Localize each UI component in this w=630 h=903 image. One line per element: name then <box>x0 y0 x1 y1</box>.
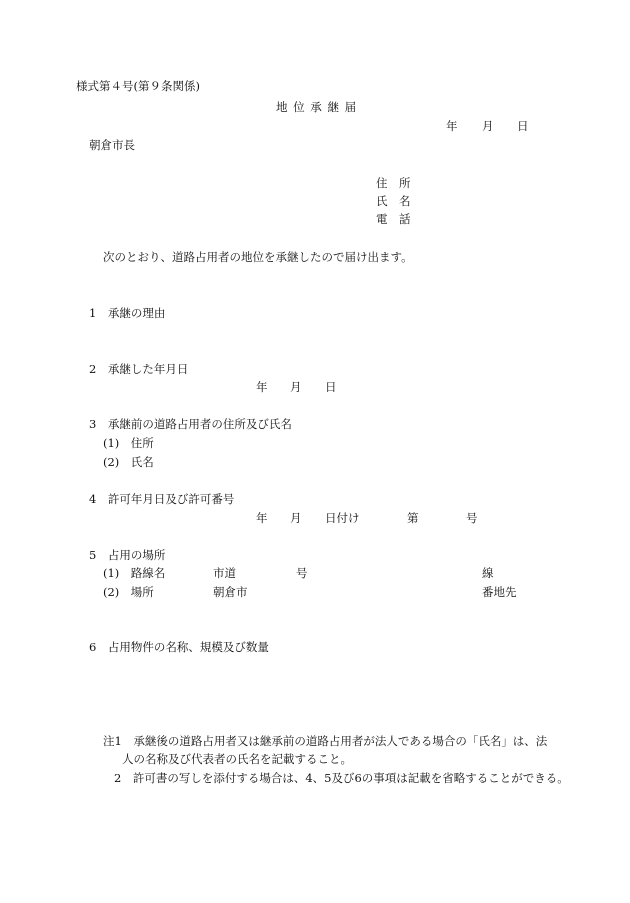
section-4-year: 年 <box>256 511 268 525</box>
section-6-title: 6 占用物件の名称、規模及び数量 <box>89 640 269 654</box>
section-2-month: 月 <box>290 380 302 394</box>
date-month-label: 月 <box>482 119 494 133</box>
note-1-line-2: 人の名称及び代表者の氏名を記載すること。 <box>122 752 352 766</box>
section-5-title: 5 占用の場所 <box>89 548 166 562</box>
section-2-day: 日 <box>325 380 337 394</box>
section-5-city: 朝倉市 <box>213 585 248 599</box>
section-5-place-label: (2) 場所 <box>103 585 154 599</box>
section-1-title: 1 承継の理由 <box>89 306 166 320</box>
section-4-month: 月 <box>290 511 302 525</box>
section-5-line: 線 <box>482 566 494 580</box>
section-5-city-road: 市道 <box>213 566 236 580</box>
section-4-title: 4 許可年月日及び許可番号 <box>89 492 235 506</box>
section-3-item-address: (1) 住所 <box>103 436 154 450</box>
page-title: 地 位 承 継 届 <box>276 100 358 114</box>
intro-text: 次のとおり、道路占用者の地位を承継したので届け出ます。 <box>103 250 413 264</box>
section-3-title: 3 承継前の道路占用者の住所及び氏名 <box>89 417 292 431</box>
section-3-item-name: (2) 氏名 <box>103 455 154 469</box>
date-year-label: 年 <box>446 119 458 133</box>
section-4-dai: 第 <box>407 511 419 525</box>
section-4-go: 号 <box>466 511 478 525</box>
section-4-dated: 日付け <box>325 511 360 525</box>
section-5-route-go: 号 <box>296 566 308 580</box>
section-2-title: 2 承継した年月日 <box>89 362 189 376</box>
date-day-label: 日 <box>517 119 529 133</box>
section-2-year: 年 <box>256 380 268 394</box>
addressee: 朝倉市長 <box>89 138 135 152</box>
applicant-name-label: 氏 名 <box>376 194 411 208</box>
form-number: 様式第４号(第９条関係) <box>76 79 200 93</box>
applicant-address-label: 住 所 <box>376 176 411 190</box>
note-1-line-1: 注1 承継後の道路占用者又は継承前の道路占用者が法人である場合の「氏名」は、法 <box>103 734 548 748</box>
note-2: 2 許可書の写しを添付する場合は、4、5及び6の事項は記載を省略することができる。 <box>114 771 569 785</box>
section-5-route-label: (1) 路線名 <box>103 566 166 580</box>
applicant-phone-label: 電 話 <box>376 212 411 226</box>
section-5-banchi: 番地先 <box>482 585 517 599</box>
